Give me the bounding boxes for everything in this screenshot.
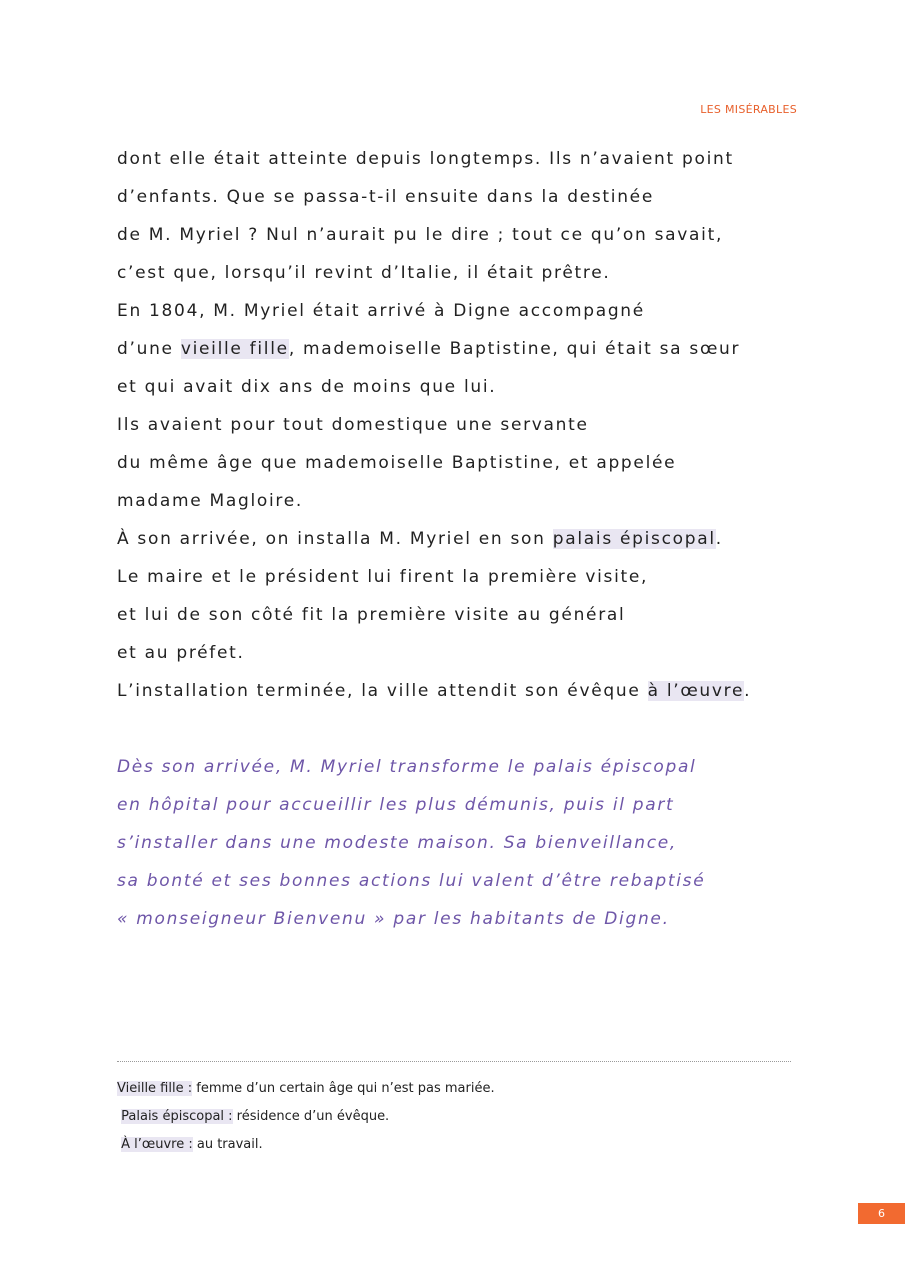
glossary-entry (117, 1131, 495, 1159)
text-fragment: , mademoiselle Baptistine, qui était sa sœur (288, 339, 741, 359)
glossary-term: Vieille fille : (117, 1081, 193, 1096)
text-line: En 1804, M. Myriel était arrivé à Digne accompagné (117, 301, 645, 321)
text-line: et au préfet. (117, 643, 245, 663)
glossary-term: À l’œuvre : (121, 1137, 193, 1152)
text-line: de M. Myriel ? Nul n’aurait pu le dire ; tout ce qu’on savait, (117, 225, 724, 245)
glossary-entry (117, 1075, 495, 1103)
text-line: et qui avait dix ans de moins que lui. (117, 377, 497, 397)
summary-line: s’installer dans une modeste maison. Sa bienveillance, (117, 833, 678, 853)
text-fragment: d’une (117, 339, 181, 359)
text-line: c’est que, lorsqu’il revint d’Italie, il était prêtre. (117, 263, 611, 283)
highlighted-term-a-l-oeuvre: à l’œuvre (647, 681, 745, 701)
text-line: Ils avaient pour tout domestique une servante (117, 415, 589, 435)
summary-line: Dès son arrivée, M. Myriel transforme le palais épiscopal (117, 757, 697, 777)
summary-line: sa bonté et ses bonnes actions lui valent d’être rebaptisé (117, 871, 706, 891)
highlighted-term-vieille-fille: vieille fille (180, 339, 289, 359)
glossary-definition: résidence d’un évêque. (232, 1109, 390, 1124)
glossary-definition: femme d’un certain âge qui n’est pas mariée. (192, 1081, 495, 1096)
running-header: LES MISÉRABLES (700, 103, 797, 116)
text-line: Le maire et le président lui firent la première visite, (117, 567, 649, 587)
page-number-badge: 6 (858, 1203, 905, 1224)
text-line: du même âge que mademoiselle Baptistine, et appelée (117, 453, 677, 473)
text-line (117, 520, 817, 558)
text-fragment: . (715, 529, 723, 549)
text-fragment: À son arrivée, on installa M. Myriel en son (117, 529, 553, 549)
text-line: dont elle était atteinte depuis longtemps. Ils n’avaient point (117, 149, 734, 169)
summary-text (117, 748, 817, 938)
text-fragment: L’installation terminée, la ville attendit son évêque (117, 681, 648, 701)
highlighted-term-palais-episcopal: palais épiscopal (552, 529, 716, 549)
text-line: et lui de son côté fit la première visite au général (117, 605, 626, 625)
text-line (117, 672, 817, 710)
text-line: d’enfants. Que se passa-t-il ensuite dans la destinée (117, 187, 654, 207)
glossary-entry (117, 1103, 495, 1131)
glossary-definition: au travail. (192, 1137, 263, 1152)
text-fragment: . (744, 681, 752, 701)
text-line: madame Magloire. (117, 491, 304, 511)
glossary (117, 1075, 495, 1159)
summary-line: « monseigneur Bienvenu » par les habitants de Digne. (117, 909, 670, 929)
summary-line: en hôpital pour accueillir les plus démunis, puis il part (117, 795, 675, 815)
main-text (117, 140, 817, 710)
text-line (117, 330, 817, 368)
footnote-divider (117, 1061, 791, 1062)
glossary-term: Palais épiscopal : (121, 1109, 233, 1124)
